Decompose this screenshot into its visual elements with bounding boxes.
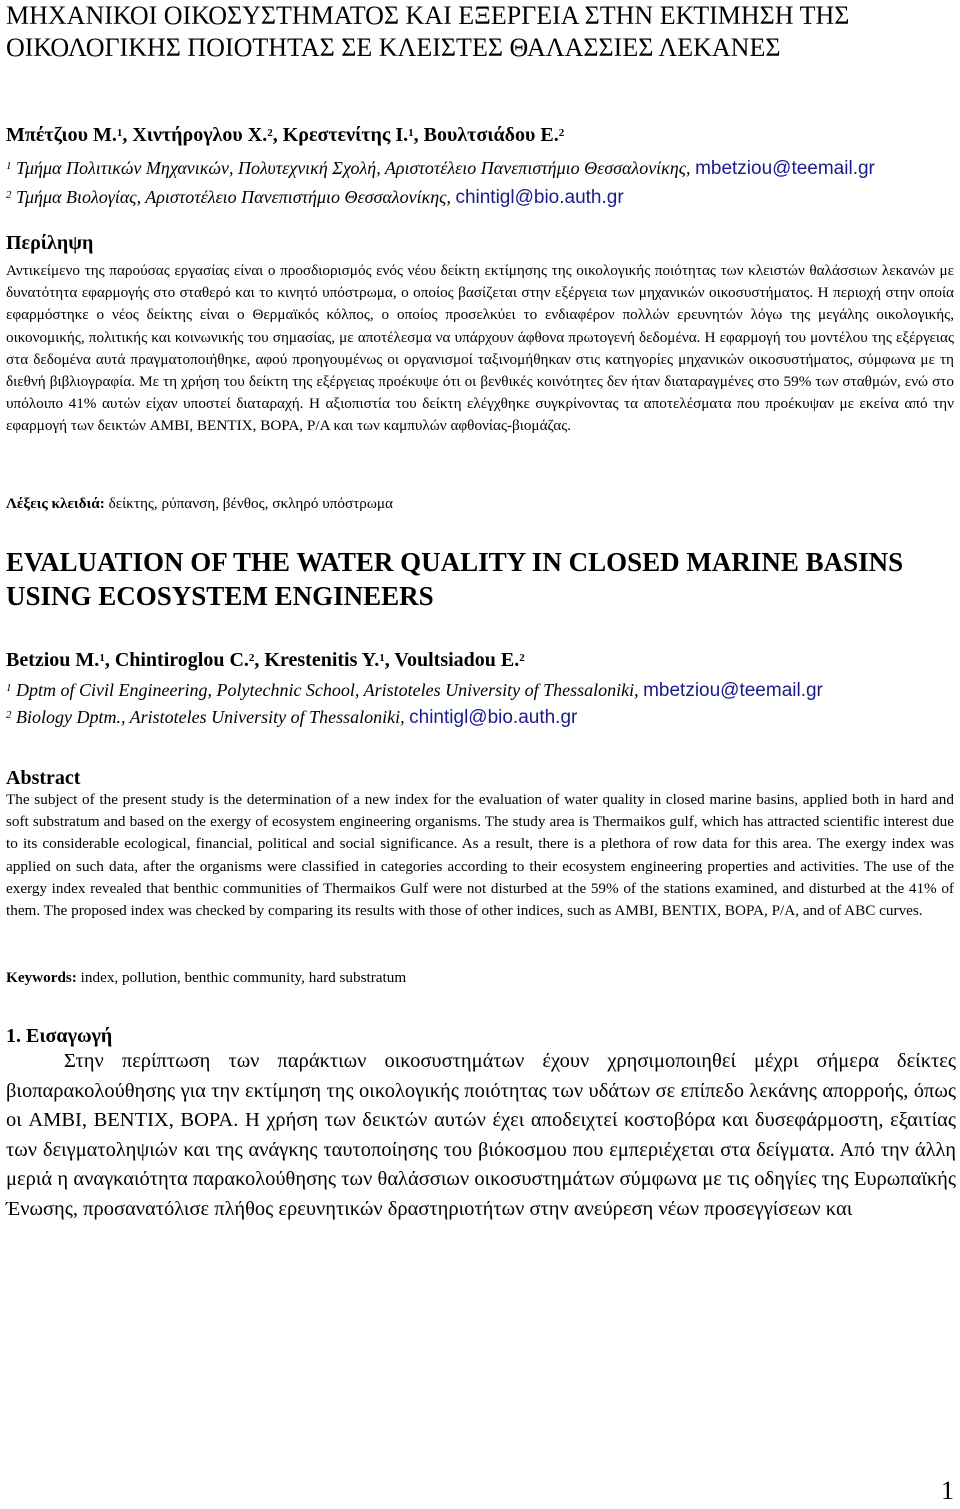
affiliation-text: Τμήμα Βιολογίας, Αριστοτέλειο Πανεπιστήμιο Θεσσαλονίκης, <box>11 187 456 207</box>
greek-authors <box>6 122 564 148</box>
author-name: Κρεστενίτης Ι. <box>282 124 409 146</box>
email-link[interactable]: mbetziou@teemail.gr <box>695 158 875 179</box>
affiliation-mark: 2 <box>6 709 12 721</box>
english-title: EVALUATION OF THE WATER QUALITY IN CLOSED MARINE BASINS USING ECOSYSTEM ENGINEERS <box>6 547 904 611</box>
author-name: Betziou M. <box>6 649 100 671</box>
greek-abstract: Αντικείμενο της παρούσας εργασίας είναι ο προσδιορισμός ενός νέου δείκτη εκτίμησης της οικολογικής ποιότητας των κλειστών θαλάσσιων λεκανών με δυνατότητα εφαρμογής στο σταθερό και το κινητό υπόστρωμα, ο οποίος βασίζεται στην εξέργεια των μηχανικών οικοσυστήματος. Η περιοχή στην οποία εφαρμόστηκε ο νέος δείκτης είναι ο Θερμαϊκός κόλπος, ο οποίος προσελκύει το ενδιαφέρον πολλών ερευνητών λόγω της μεγάλης οικολογικής, οικονομικής, πολιτικής και κοινωνικής του σημασίας, με αποτέλεσμα να υπάρχουν άφθονα πρωτογενή δεδομένα. Η εφαρμογή του μοντέλου της εξέργειας στα δεδομένα αυτά πραγματοποιήθηκε, αφού προηγουμένως οι οργανισμοί ταξινομήθηκαν στις κατηγορίες μηχανικών οικοσυστήματος, σύμφωνα με τη διεθνή βιβλιογραφία. Με τη χρήση του δείκτη της εξέργειας προέκυψε ότι οι βενθικές κοινότητες δεν ήταν διαταραγμένες στο 59% των σταθμών, ενώ στο υπόλοιπο 41% αυτών είχαν υποστεί διαταραχή. Η αξιοπιστία του δείκτη ελέγχθηκε συγκρίνοντας τα αποτελέσματα που προέκυψαν με εκείνα από την εφαρμογή των δεικτών AMBI, BENTIX, BOPA, P/A και των καμπυλών αφθονίας-βιομάζας. <box>6 262 954 435</box>
affiliation-text: Biology Dptm., Aristoteles University of Thessaloniki, <box>11 707 410 727</box>
keywords-text: δείκτης, ρύπανση, βένθος, σκληρό υπόστρωμα <box>104 495 393 512</box>
english-abstract-heading: Abstract <box>6 767 81 789</box>
english-keywords <box>6 967 406 989</box>
greek-affiliation-2 <box>6 185 624 210</box>
author-affiliation-mark: 1 <box>116 127 123 139</box>
author-name: Χιντήρογλου Χ. <box>132 124 268 146</box>
author-affiliation-mark: 2 <box>248 652 255 664</box>
affiliation-mark: 2 <box>6 189 12 201</box>
author-affiliation-mark: 1 <box>379 652 385 664</box>
author-affiliation-mark: 2 <box>519 652 525 664</box>
author-name: Βουλτσιάδου Ε. <box>423 124 559 146</box>
affiliation-mark: 1 <box>6 682 12 694</box>
author-separator: , <box>413 124 424 146</box>
keywords-label: Λέξεις κλειδιά: <box>6 495 105 512</box>
keywords-text: index, pollution, benthic community, hard substratum <box>76 969 407 986</box>
introduction-heading: 1. Εισαγωγή <box>6 1025 113 1047</box>
author-separator: , <box>122 124 133 146</box>
english-authors <box>6 647 525 673</box>
author-separator: , <box>384 649 395 671</box>
email-link[interactable]: mbetziou@teemail.gr <box>643 680 823 701</box>
introduction-text: Στην περίπτωση των παράκτιων οικοσυστημάτων έχουν χρησιμοποιηθεί μέχρι σήμερα δείκτες βιοπαρακολούθησης για την εκτίμηση της οικολογικής ποιότητας των υδάτων σε επίπεδο λεκάνης απορροής, όπως οι AMBI, BENTIX, BOPA. Η χρήση των δεικτών αυτών έχει αποδειχτεί κοστοβόρα και δυσεφάρμοστη, εξαιτίας των δειγματοληψιών και της ανάγκης ταυτοποίησης του βιόκοσμου που εμπεριέχεται στα δείγματα. Από την άλλη μεριά η αναγκαιότητα παρακολούθησης των θαλάσσιων οικοσυστημάτων σύμφωνα με τις οδηγίες της Ευρωπαϊκής Ένωσης, προσανατόλισε πλήθος ερευνητικών δραστηριοτήτων στην ανεύρεση νέων προσεγγίσεων και <box>6 1050 956 1220</box>
english-abstract: The subject of the present study is the determination of a new index for the evaluation of water quality in closed marine basins, applied both in hard and soft substratum and based on the exergy of ecosystem engineering organisms. The study area is Thermaikos gulf, which has attracted scientific interest due to its considerable ecological, financial, political and social significance. As a result, there is a plethora of row data for this area. The exergy index was applied on such data, after the organisms were classified in categories according to their ecosystem engineering properties and activities. The use of the exergy index revealed that benthic communities of Thermaikos Gulf were not disturbed at the 59% of the stations examined, and disturbed at the 41% of them. The proposed index was checked by comparing its results with those of other indices, such as AMBI, BENTIX, BOPA, P/A, and of ABC curves. <box>6 791 954 920</box>
greek-affiliation-1 <box>6 156 875 181</box>
author-separator: , <box>104 649 115 671</box>
english-affiliation-2 <box>6 705 577 730</box>
author-name: Μπέτζιου Μ. <box>6 124 117 146</box>
author-affiliation-mark: 1 <box>99 652 105 664</box>
author-name: Voultsiadou E. <box>394 649 520 671</box>
keywords-label: Keywords: <box>6 969 77 986</box>
email-link[interactable]: chintigl@bio.auth.gr <box>409 707 578 728</box>
english-affiliation-1 <box>6 678 823 703</box>
author-affiliation-mark: 1 <box>408 127 414 139</box>
greek-title: ΜΗΧΑΝΙΚΟΙ ΟΙΚΟΣΥΣΤΗΜΑΤΟΣ ΚΑΙ ΕΞΕΡΓΕΙΑ ΣΤΗΝ ΕΚΤΙΜΗΣΗ ΤΗΣ ΟΙΚΟΛΟΓΙΚΗΣ ΠΟΙΟΤΗΤΑΣ ΣΕ ΚΛΕΙΣΤΕΣ ΘΑΛΑΣΣΙΕΣ ΛΕΚΑΝΕΣ <box>6 1 850 62</box>
author-affiliation-mark: 2 <box>558 127 565 139</box>
greek-keywords <box>6 493 393 515</box>
affiliation-mark: 1 <box>6 160 12 172</box>
greek-abstract-heading: Περίληψη <box>6 232 94 254</box>
author-separator: , <box>254 649 265 671</box>
author-name: Krestenitis Y. <box>264 649 380 671</box>
affiliation-text: Dptm of Civil Engineering, Polytechnic School, Aristoteles University of Thessaloniki, <box>11 680 644 700</box>
author-affiliation-mark: 2 <box>267 127 273 139</box>
email-link[interactable]: chintigl@bio.auth.gr <box>455 187 624 208</box>
page-number: 1 <box>941 1476 954 1505</box>
affiliation-text: Τμήμα Πολιτικών Μηχανικών, Πολυτεχνική Σχολή, Αριστοτέλειο Πανεπιστήμιο Θεσσαλονίκης, <box>11 158 696 178</box>
author-separator: , <box>272 124 283 146</box>
author-name: Chintiroglou C. <box>114 649 249 671</box>
